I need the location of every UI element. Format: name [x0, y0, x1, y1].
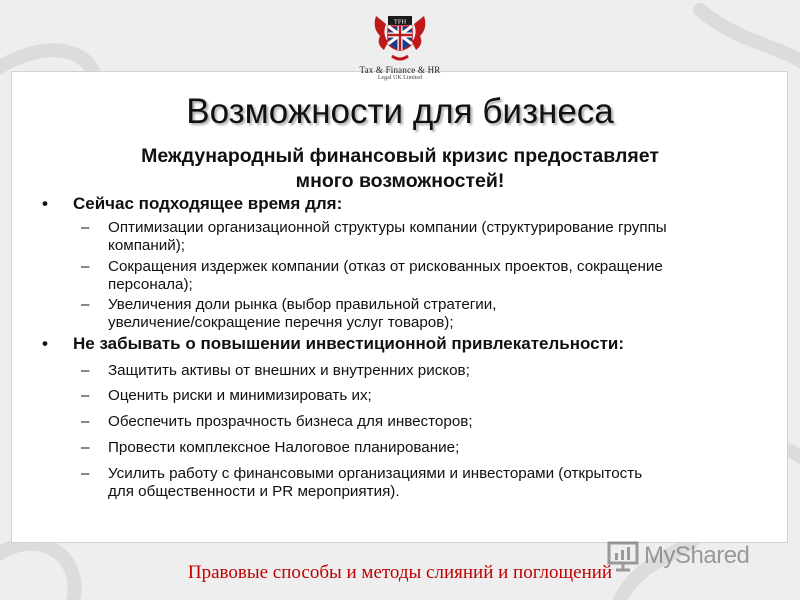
dash-marker: –	[81, 219, 90, 236]
bullet-marker: •	[42, 194, 48, 213]
sub-item-line: Усилить работу с финансовыми организациями и инвесторами (открытость	[108, 465, 643, 482]
sub-item-line: Увеличения доли рынка (выбор правильной стратегии,	[108, 296, 497, 313]
sub-item-line: Оценить риски и минимизировать их;	[108, 387, 372, 404]
company-subname: Legal UK Limited	[377, 75, 423, 81]
svg-text:TFH: TFH	[393, 18, 407, 26]
dash-marker: –	[81, 465, 90, 482]
dash-marker: –	[81, 296, 90, 313]
slide-footer: Правовые способы и методы слияний и поглощений	[187, 562, 613, 583]
sub-item-line: Защитить активы от внешних и внутренних рисков;	[108, 362, 470, 379]
sub-item-line: Оптимизации организационной структуры компании (структурирование группы	[108, 219, 667, 236]
sub-item-line: для общественности и PR мероприятия).	[108, 483, 400, 500]
sub-item-line: увеличение/сокращение перечня услуг товаров);	[108, 314, 454, 331]
sub-item-line: Сокращения издержек компании (отказ от рискованных проектов, сокращение	[108, 258, 663, 275]
bullet-marker: •	[42, 334, 48, 353]
dash-marker: –	[81, 258, 90, 275]
sub-item-line: Провести комплексное Налоговое планирование;	[108, 439, 460, 456]
dash-marker: –	[81, 387, 90, 404]
sub-item-line: компаний);	[108, 237, 186, 254]
sub-item-line: персонала);	[108, 276, 193, 293]
subtitle-line-2: много возможностей!	[295, 170, 505, 192]
sub-item-line: Обеспечить прозрачность бизнеса для инвесторов;	[108, 413, 473, 430]
dash-marker: –	[81, 413, 90, 430]
bullet-text: Не забывать о повышении инвестиционной привлекательности:	[73, 334, 625, 353]
company-name: Tax & Finance & HR	[359, 65, 441, 75]
dash-marker: –	[81, 439, 90, 456]
slide-title: Возможности для бизнеса	[186, 92, 614, 131]
dash-marker: –	[81, 362, 90, 379]
watermark-text: MyShared	[644, 542, 750, 569]
subtitle-line-1: Международный финансовый кризис предоставляет	[141, 145, 659, 167]
bullet-text: Сейчас подходящее время для:	[73, 194, 343, 213]
